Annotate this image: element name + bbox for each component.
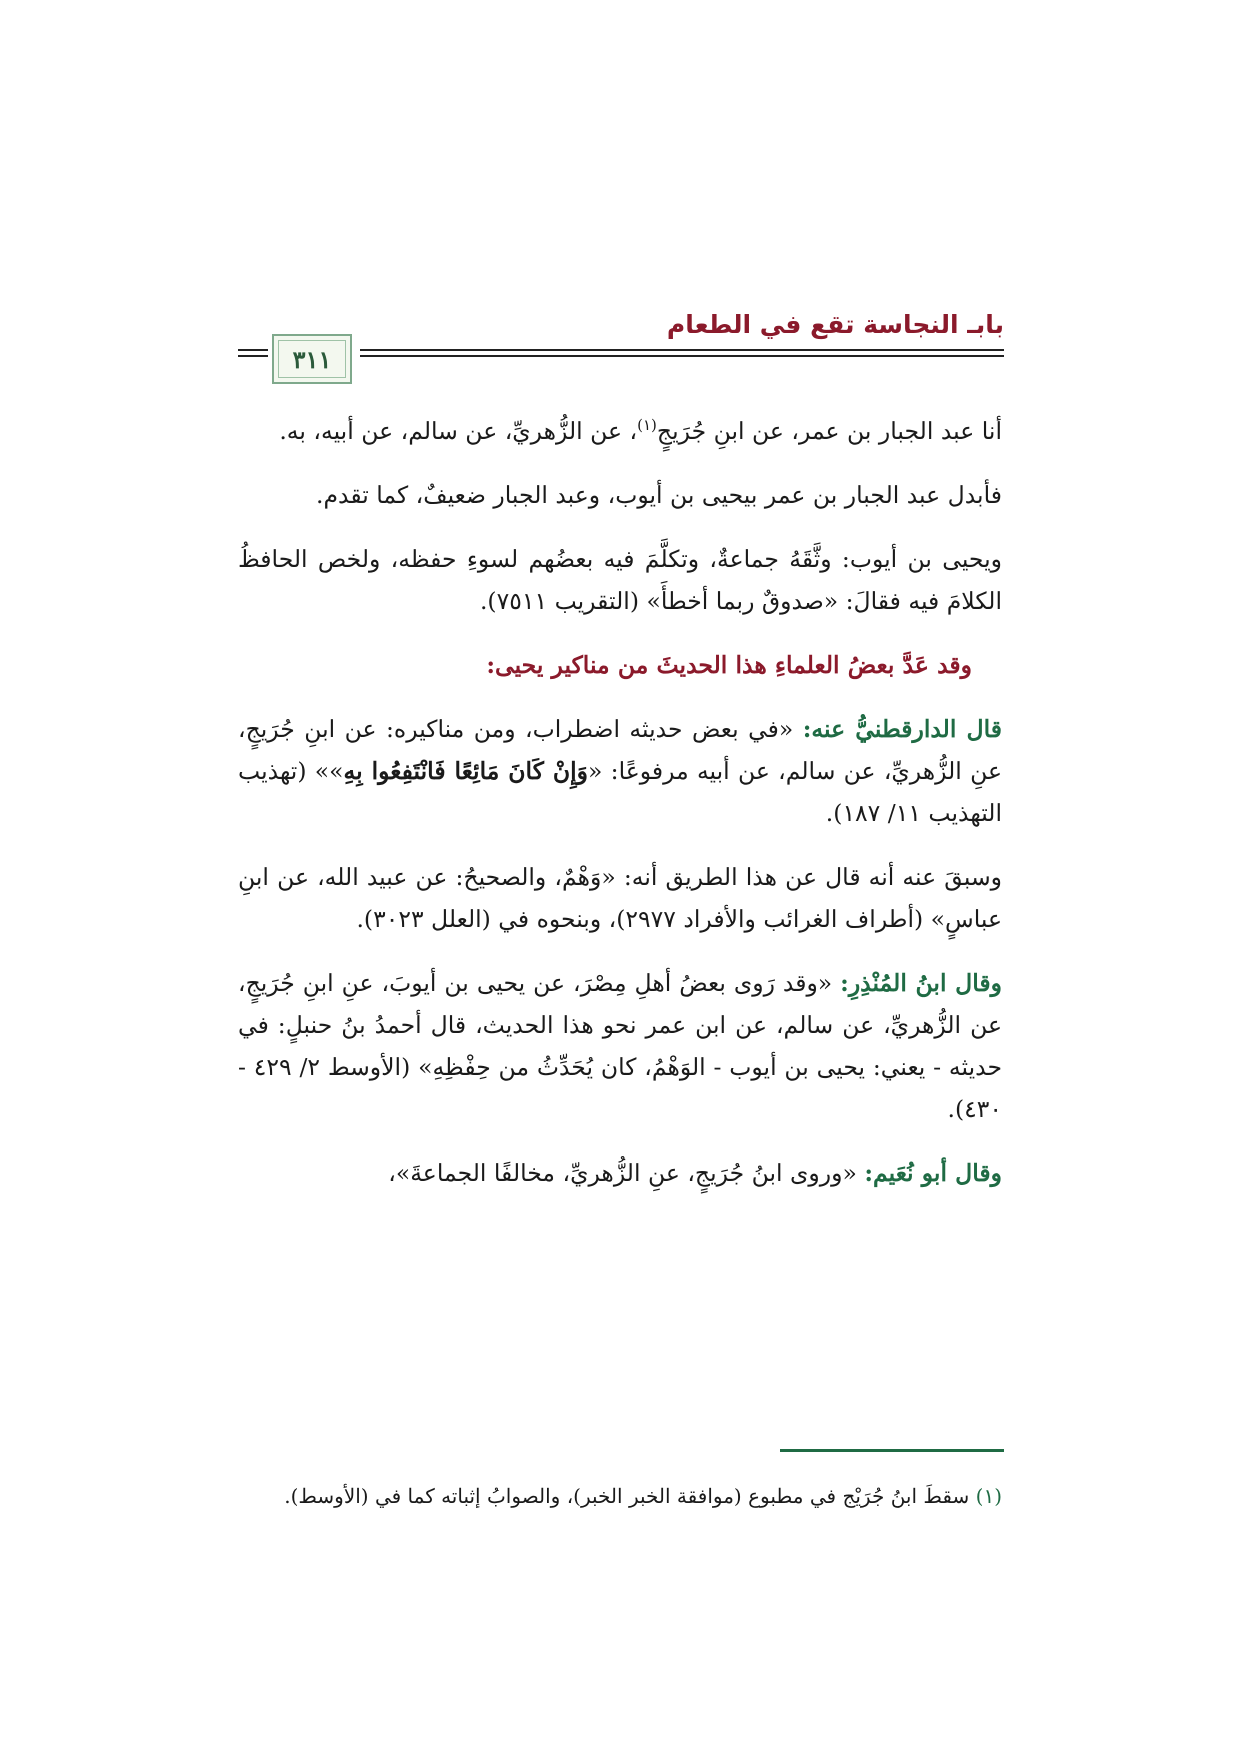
paragraph-4 (238, 708, 1002, 834)
header-rule-bottom (360, 355, 1004, 357)
paragraph-7 (238, 1152, 1002, 1194)
footnote-separator (780, 1449, 1004, 1452)
paragraph-4-label: قال الدارقطنيُّ عنه: (802, 715, 1002, 743)
paragraph-1 (238, 410, 1002, 452)
paragraph-6 (238, 962, 1002, 1130)
page-number: ٣١١ (292, 344, 332, 374)
paragraph-6-text: «وقد رَوى بعضُ أهلِ مِصْرَ، عن يحيى بن أيوبَ، عنِ ابنِ جُرَيجٍ، عن الزُّهريِّ، عن سالم، عن ابن عمر نحو هذا الحديث، قال أحمدُ بنُ حنبلٍ: في حديثه - يعني: يحيى بن أيوب - الوَهْمُ، كان يُحَدِّثُ من حِفْظِهِ» (الأوسط ٢/ ٤٢٩ - ٤٣٠). (238, 969, 1002, 1123)
paragraph-3: ويحيى بن أيوب: وثَّقَهُ جماعةٌ، وتكلَّمَ فيه بعضُهم لسوءِ حفظه، ولخص الحافظُ الكلامَ فيه فقالَ: «صدوقٌ ربما أخطأَ» (التقريب ٧٥١١). (238, 545, 1002, 615)
footnote-1 (238, 1478, 1002, 1514)
paragraph-7-text: «وروى ابنُ جُرَيجٍ، عنِ الزُّهريِّ، مخالفًا الجماعةَ»، (388, 1159, 865, 1187)
footnote-reference[interactable]: (١) (637, 416, 657, 435)
footnote-text: سقطَ ابنُ جُرَيْج في مطبوع (موافقة الخبر الخبر)، والصوابُ إثباته كما في (الأوسط). (284, 1484, 976, 1508)
section-heading: وقد عَدَّ بعضُ العلماءِ هذا الحديثَ من مناكير يحيى: (486, 651, 972, 679)
main-text (238, 410, 1002, 1216)
header-rule-top (360, 349, 1004, 351)
paragraph-7-label: وقال أبو نُعَيم: (864, 1159, 1002, 1187)
paragraph-1-text-b: ، عن الزُّهريِّ، عن سالم، عن أبيه، به. (279, 417, 638, 445)
header-rule-left-bottom (238, 355, 268, 357)
paragraph-2: فأبدل عبد الجبار بن عمر بيحيى بن أيوب، وعبد الجبار ضعيفٌ، كما تقدم. (316, 481, 1002, 509)
paragraph-4-text-b: »» (تهذيب التهذيب ١١/ ١٨٧). (238, 757, 1002, 827)
page-number-badge (272, 334, 352, 384)
paragraph-6-label: وقال ابنُ المُنْذِرِ: (840, 969, 1002, 997)
paragraph-5: وسبقَ عنه أنه قال عن هذا الطريق أنه: «وَهْمٌ، والصحيحُ: عن عبيد الله، عن ابنِ عباسٍ» (أطراف الغرائب والأفراد ٢٩٧٧)، وبنحوه في (العلل ٣٠٢٣). (238, 863, 1002, 933)
paragraph-4-text-a: «في بعض حديثه اضطراب، ومن مناكيره: عن ابنِ جُرَيجٍ، عنِ الزُّهريِّ، عن سالم، عن أبيه مرفوعًا: « (238, 715, 1003, 785)
header-rule-left-top (238, 349, 268, 351)
hadith-quote: وَإِنْ كَانَ مَائِعًا فَانْتَفِعُوا بِهِ (343, 757, 589, 785)
chapter-title: بابـ النجاسة تقع في الطعام (666, 310, 1004, 339)
footnote-marker: (١) (975, 1484, 1002, 1508)
paragraph-1-text-a: أنا عبد الجبار بن عمر، عن ابنِ جُرَيجٍ (656, 417, 1002, 445)
